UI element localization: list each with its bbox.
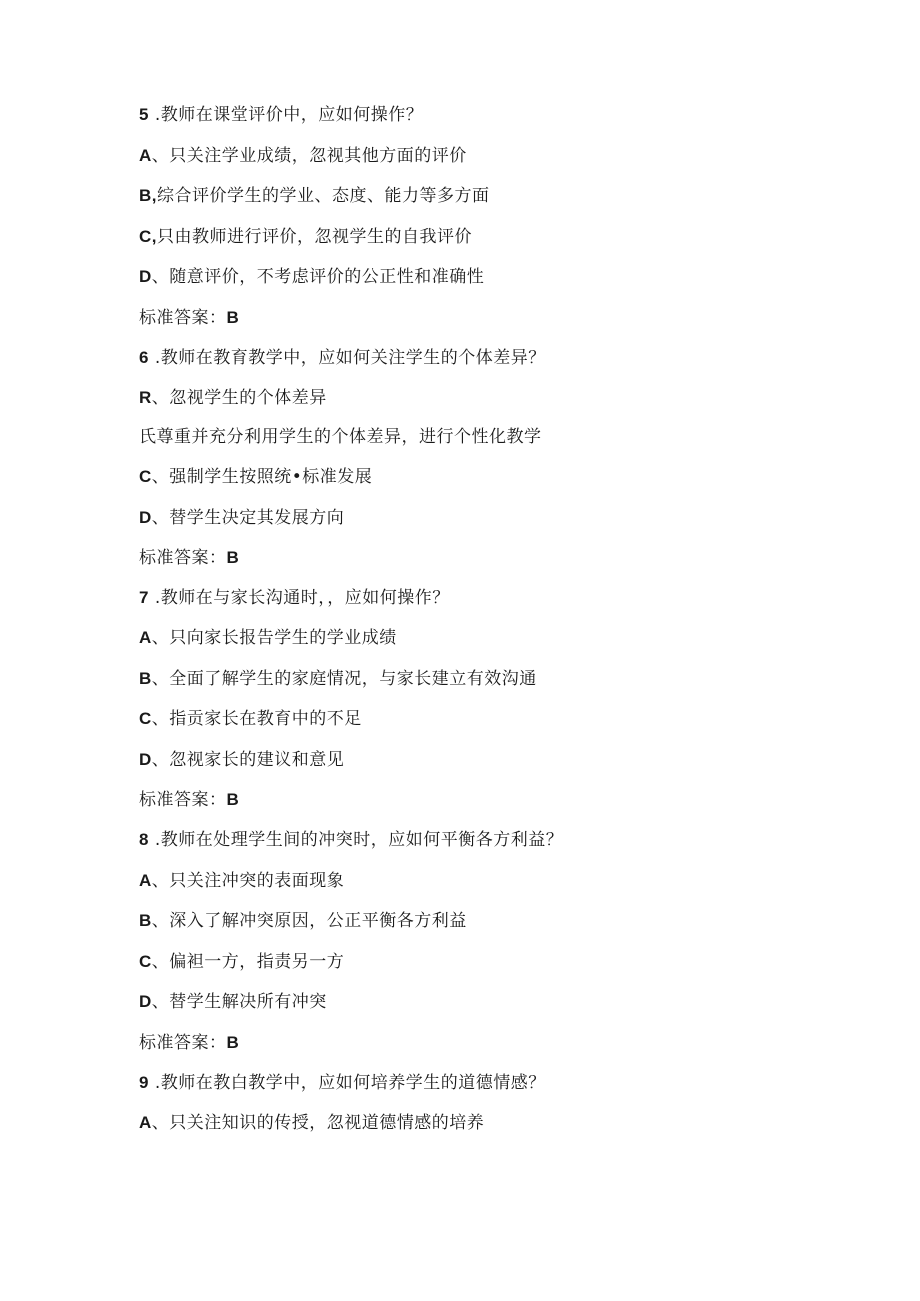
answer-label: 标准答案： [139, 548, 227, 568]
question-6 [139, 345, 546, 371]
option-label: C, [139, 227, 157, 246]
option-text: 、全面了解学生的家庭情况，与家长建立有效沟通 [151, 669, 537, 689]
question-number: 6 [139, 348, 149, 367]
option-c [139, 706, 362, 732]
option-text: 、替学生决定其发展方向 [151, 508, 345, 528]
option-c [139, 224, 472, 250]
option-a [139, 868, 344, 894]
option-label: B, [139, 186, 157, 205]
option-label: C [139, 709, 152, 728]
option-text: 、深入了解冲突原因，公正平衡各方利益 [151, 911, 467, 931]
option-label: B [139, 911, 152, 930]
option-label: D [139, 267, 152, 286]
option-text: 氏尊重并充分利用学生的个体差异，进行个性化教学 [139, 427, 542, 447]
option-text: 、只向家长报告学生的学业成绩 [151, 628, 397, 648]
option-d [139, 989, 327, 1015]
answer-line [139, 305, 239, 331]
option-a [139, 625, 397, 651]
option-label: C [139, 467, 152, 486]
answer-value: B [226, 548, 240, 567]
option-text: 综合评价学生的学业、态度、能力等多方面 [157, 186, 490, 206]
option-d [139, 264, 484, 290]
answer-value: B [226, 308, 240, 327]
question-number: 9 [139, 1073, 149, 1092]
option-label: D [139, 750, 152, 769]
question-7 [139, 585, 450, 611]
question-8 [139, 827, 563, 853]
answer-value: B [226, 790, 240, 809]
option-b [139, 666, 537, 692]
option-d [139, 747, 344, 773]
question-text: .教师在课堂评价中，应如何操作？ [148, 105, 424, 125]
option-text: 、强制学生按照统•标准发展 [151, 467, 373, 487]
option-text: 、替学生解决所有冲突 [151, 992, 327, 1012]
option-label: R [139, 388, 152, 407]
option-c [139, 464, 372, 490]
answer-label: 标准答案： [139, 308, 227, 328]
option-text: 、只关注知识的传授，忽视道德情感的培养 [151, 1113, 485, 1133]
option-a [139, 143, 467, 169]
question-number: 8 [139, 830, 149, 849]
option-d [139, 505, 344, 531]
option-text: 、忽视学生的个体差异 [151, 388, 327, 408]
option-label: A [139, 1113, 152, 1132]
option-label: C [139, 952, 152, 971]
option-label: B [139, 669, 152, 688]
answer-line [139, 1030, 239, 1056]
option-text: 、忽视家长的建议和意见 [151, 750, 345, 770]
option-label: D [139, 508, 152, 527]
question-number: 5 [139, 105, 149, 124]
question-text: .教师在教育教学中，应如何关注学生的个体差异？ [148, 348, 546, 368]
option-text: 、偏袒一方，指责另一方 [151, 952, 345, 972]
answer-label: 标准答案： [139, 1033, 227, 1053]
option-label: A [139, 146, 152, 165]
answer-line [139, 787, 239, 813]
option-label: A [139, 628, 152, 647]
option-b [139, 183, 490, 209]
answer-label: 标准答案： [139, 790, 227, 810]
question-text: .教师在与家长沟通时，，应如何操作？ [148, 588, 450, 608]
option-text: 、随意评价，不考虑评价的公正性和准确性 [151, 267, 485, 287]
option-text: 、只关注冲突的表面现象 [151, 871, 345, 891]
answer-line [139, 545, 239, 571]
option-c [139, 949, 344, 975]
question-5 [139, 102, 423, 128]
option-label: A [139, 871, 152, 890]
option-text: 、指贡家长在教育中的不足 [151, 709, 362, 729]
question-text: .教师在教白教学中，应如何培养学生的道德情感？ [148, 1073, 546, 1093]
option-b [139, 908, 467, 934]
option-a [139, 1110, 484, 1136]
option-a [139, 385, 327, 411]
question-number: 7 [139, 588, 149, 607]
answer-value: B [226, 1033, 240, 1052]
question-text: .教师在处理学生间的冲突时，应如何平衡各方利益？ [148, 830, 564, 850]
question-9 [139, 1070, 546, 1096]
option-text: 只由教师进行评价，忽视学生的自我评价 [157, 227, 472, 247]
option-b [139, 424, 542, 450]
option-label: D [139, 992, 152, 1011]
option-text: 、只关注学业成绩，忽视其他方面的评价 [151, 146, 467, 166]
